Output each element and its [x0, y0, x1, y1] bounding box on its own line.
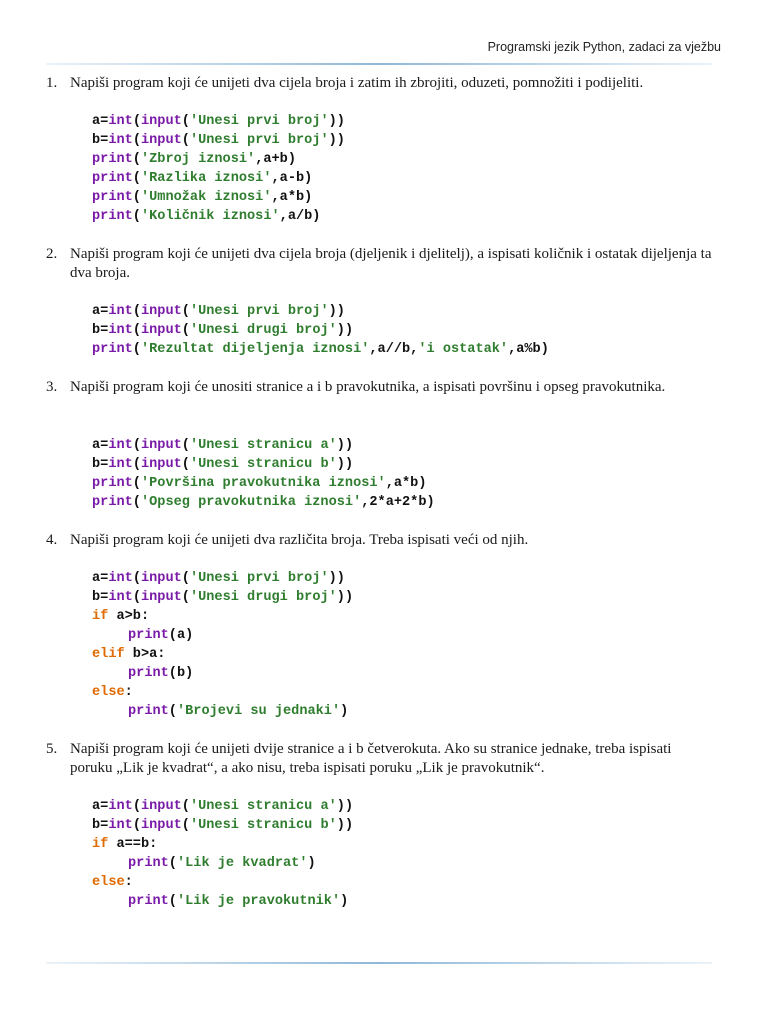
task-text: Napiši program koji će unijeti dva cijela broja i zatim ih zbrojiti, oduzeti, pomnožiti i podijeliti.	[70, 75, 644, 91]
code-keyword: int	[108, 438, 133, 453]
code-token: (	[168, 856, 177, 871]
code-keyword: print	[128, 704, 169, 719]
code-token: (	[132, 457, 141, 472]
code-token: (	[181, 114, 190, 129]
code-string: 'Razlika iznosi'	[140, 171, 272, 186]
task-text: Napiši program koji će unijeti dvije stranice a i b četverokuta. Ako su stranice jednake, treba ispisati poruku „Lik je kvadrat“, a ako nisu, treba ispisati poruku „Lik je pravokutnik“.	[70, 741, 672, 776]
code-token: (	[132, 133, 141, 148]
code-keyword: if	[92, 837, 109, 852]
code-token: (	[132, 571, 141, 586]
code-token: (	[132, 190, 141, 205]
code-string: 'Unesi prvi broj'	[189, 571, 329, 586]
code-token: (	[132, 342, 141, 357]
code-keyword: else	[92, 685, 125, 700]
code-keyword: int	[108, 323, 133, 338]
code-token: ,a%b)	[508, 342, 549, 357]
code-line	[92, 112, 345, 131]
code-token: a=	[92, 571, 109, 586]
code-keyword: print	[92, 171, 133, 186]
code-token: ))	[336, 590, 354, 605]
code-line	[128, 702, 348, 721]
code-token: b=	[92, 457, 109, 472]
code-keyword: int	[108, 133, 133, 148]
code-string: 'Rezultat dijeljenja iznosi'	[140, 342, 370, 357]
code-string: 'Unesi drugi broj'	[189, 323, 337, 338]
code-keyword: input	[140, 571, 182, 586]
code-token: a=	[92, 799, 109, 814]
task-number: 2.	[46, 246, 58, 262]
code-keyword: int	[108, 571, 133, 586]
code-token: (	[132, 495, 141, 510]
code-string: 'Unesi stranicu a'	[189, 438, 337, 453]
code-token: (	[181, 590, 190, 605]
code-token: ))	[336, 323, 354, 338]
code-token: (	[181, 304, 190, 319]
code-line	[92, 797, 353, 816]
task-text: Napiši program koji će unijeti dva različita broja. Treba ispisati veći od njih.	[70, 532, 529, 548]
code-line	[92, 816, 353, 835]
code-line	[92, 645, 165, 664]
code-token: (	[132, 818, 141, 833]
code-keyword: print	[128, 628, 169, 643]
code-token: ))	[328, 114, 345, 129]
code-string: 'Opseg pravokutnika iznosi'	[140, 495, 362, 510]
code-keyword: else	[92, 875, 125, 890]
code-token: (	[181, 133, 190, 148]
code-token: ,a/b)	[279, 209, 321, 224]
code-line	[92, 835, 157, 854]
code-line	[92, 873, 133, 892]
code-token: (	[181, 457, 190, 472]
code-token: ,a+b)	[255, 152, 296, 167]
code-token: a=	[92, 114, 109, 129]
code-token: (	[132, 114, 141, 129]
code-keyword: int	[108, 457, 133, 472]
code-token: (	[132, 152, 141, 167]
code-token: (	[132, 323, 141, 338]
code-string: 'Zbroj iznosi'	[140, 152, 256, 167]
code-string: 'Unesi stranicu b'	[189, 457, 337, 472]
code-token: (	[181, 799, 190, 814]
code-line	[92, 683, 133, 702]
code-keyword: input	[140, 133, 182, 148]
code-keyword: print	[92, 209, 133, 224]
task-number: 5.	[46, 741, 58, 757]
footer-divider	[46, 962, 712, 964]
code-token: ))	[328, 571, 345, 586]
code-line	[92, 569, 345, 588]
code-string: 'Lik je pravokutnik'	[176, 894, 341, 909]
code-token: (	[132, 438, 141, 453]
code-string: 'Brojevi su jednaki'	[176, 704, 341, 719]
code-line	[92, 169, 312, 188]
code-token: (	[168, 894, 177, 909]
code-token: ,a*b)	[271, 190, 313, 205]
code-string: 'Količnik iznosi'	[140, 209, 280, 224]
code-keyword: print	[92, 495, 133, 510]
code-token: a==b:	[108, 837, 158, 852]
code-line	[92, 150, 296, 169]
header-divider	[46, 63, 712, 65]
code-token: b=	[92, 323, 109, 338]
code-string: 'Unesi prvi broj'	[189, 304, 329, 319]
task-number: 1.	[46, 75, 58, 91]
code-keyword: elif	[92, 647, 125, 662]
code-string: 'Unesi prvi broj'	[189, 133, 329, 148]
code-token: (	[181, 323, 190, 338]
task-text: Napiši program koji će unijeti dva cijela broja (djeljenik i djelitelj), a ispisati količnik i ostatak dijeljenja ta dva broja.	[70, 246, 712, 281]
code-token: )	[340, 894, 349, 909]
code-token: b>a:	[124, 647, 166, 662]
code-keyword: int	[108, 304, 133, 319]
code-token: b=	[92, 590, 109, 605]
code-keyword: input	[140, 304, 182, 319]
code-keyword: input	[140, 457, 182, 472]
code-token: (	[168, 704, 177, 719]
task-number: 4.	[46, 532, 58, 548]
code-token: a=	[92, 438, 109, 453]
code-string: 'Lik je kvadrat'	[176, 856, 308, 871]
code-token: ,a*b)	[385, 476, 427, 491]
code-line	[92, 436, 353, 455]
code-keyword: input	[140, 590, 182, 605]
code-keyword: print	[128, 894, 169, 909]
code-line	[92, 455, 353, 474]
code-string: 'Umnožak iznosi'	[140, 190, 272, 205]
code-token: (	[132, 476, 141, 491]
code-token: a=	[92, 304, 109, 319]
code-line	[92, 493, 435, 512]
code-token: (	[181, 438, 190, 453]
code-keyword: print	[128, 666, 169, 681]
code-string: 'i ostatak'	[418, 342, 509, 357]
code-keyword: print	[92, 476, 133, 491]
code-token: ))	[336, 438, 354, 453]
code-token: (	[181, 818, 190, 833]
code-token: (	[132, 799, 141, 814]
code-token: (	[132, 590, 141, 605]
code-line	[92, 474, 427, 493]
code-line	[128, 664, 193, 683]
code-token: )	[307, 856, 316, 871]
code-keyword: print	[92, 190, 133, 205]
code-token: :	[124, 685, 133, 700]
code-token: ))	[336, 799, 354, 814]
code-line	[92, 340, 549, 359]
code-token: ))	[328, 133, 345, 148]
page-header-title: Programski jezik Python, zadaci za vježbu	[487, 40, 721, 54]
code-keyword: print	[92, 152, 133, 167]
code-keyword: input	[140, 438, 182, 453]
code-keyword: input	[140, 818, 182, 833]
code-keyword: if	[92, 609, 109, 624]
code-token: )	[340, 704, 349, 719]
code-token: (a)	[168, 628, 194, 643]
task-text: Napiši program koji će unositi stranice a i b pravokutnika, a ispisati površinu i opseg pravokutnika.	[70, 379, 666, 395]
code-token: b=	[92, 818, 109, 833]
code-line	[92, 188, 312, 207]
code-keyword: int	[108, 114, 133, 129]
code-token: :	[124, 875, 133, 890]
code-token: a>b:	[108, 609, 150, 624]
code-token: (	[181, 571, 190, 586]
code-line	[92, 321, 353, 340]
code-line	[92, 302, 345, 321]
code-token: ))	[328, 304, 345, 319]
code-string: 'Površina pravokutnika iznosi'	[140, 476, 386, 491]
code-keyword: print	[92, 342, 133, 357]
code-line	[128, 626, 193, 645]
code-line	[92, 131, 345, 150]
code-line	[128, 892, 348, 911]
code-line	[92, 607, 149, 626]
code-line	[92, 588, 353, 607]
code-token: ,a//b,	[369, 342, 419, 357]
code-string: 'Unesi stranicu b'	[189, 818, 337, 833]
code-keyword: int	[108, 799, 133, 814]
code-token: (	[132, 209, 141, 224]
code-token: b=	[92, 133, 109, 148]
code-keyword: print	[128, 856, 169, 871]
code-token: (	[132, 171, 141, 186]
code-token: ,a-b)	[271, 171, 313, 186]
code-keyword: input	[140, 799, 182, 814]
code-line	[128, 854, 316, 873]
code-keyword: input	[140, 114, 182, 129]
code-string: 'Unesi prvi broj'	[189, 114, 329, 129]
code-keyword: int	[108, 590, 133, 605]
code-keyword: input	[140, 323, 182, 338]
code-token: (b)	[168, 666, 194, 681]
code-token: ))	[336, 457, 354, 472]
code-string: 'Unesi drugi broj'	[189, 590, 337, 605]
task-number: 3.	[46, 379, 58, 395]
code-token: ,2*a+2*b)	[361, 495, 435, 510]
code-keyword: int	[108, 818, 133, 833]
code-string: 'Unesi stranicu a'	[189, 799, 337, 814]
code-token: ))	[336, 818, 354, 833]
code-line	[92, 207, 320, 226]
code-token: (	[132, 304, 141, 319]
